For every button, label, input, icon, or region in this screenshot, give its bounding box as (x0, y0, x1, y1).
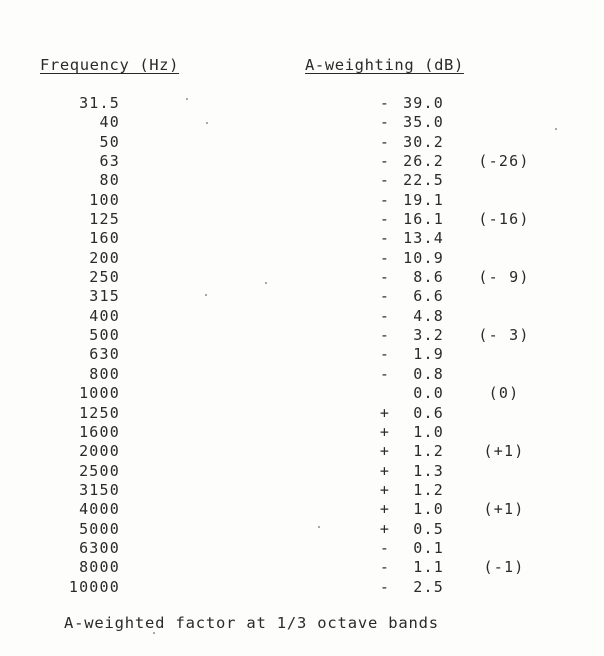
frequency-cell: 400 (89, 306, 120, 325)
sign-cell: - (379, 577, 391, 596)
frequency-cell: 50 (99, 132, 120, 151)
a-weighting-cell: 19.1 (403, 190, 444, 209)
table-row (0, 404, 604, 423)
frequency-cell: 315 (89, 287, 120, 306)
table-row (0, 520, 604, 539)
frequency-cell: 63 (99, 152, 120, 171)
frequency-cell: 250 (89, 268, 120, 287)
a-weighting-cell: 4.8 (413, 306, 444, 325)
scan-speck (153, 632, 155, 634)
table-row (0, 152, 604, 171)
sign-cell: - (379, 287, 391, 306)
weighting-table (0, 94, 604, 597)
scan-speck (186, 98, 188, 100)
sign-cell: - (379, 132, 391, 151)
a-weighting-cell: 0.5 (413, 519, 444, 538)
rounded-note-cell: (-16) (478, 210, 530, 229)
frequency-cell: 2000 (79, 442, 120, 461)
table-row (0, 578, 604, 597)
sign-cell: - (379, 558, 391, 577)
a-weighting-cell: 2.5 (413, 577, 444, 596)
scan-speck (555, 128, 557, 130)
a-weighting-cell: 3.2 (413, 326, 444, 345)
table-row (0, 249, 604, 268)
rounded-note-cell: (- 3) (478, 326, 530, 345)
a-weighting-cell: 10.9 (403, 248, 444, 267)
frequency-cell: 100 (89, 190, 120, 209)
a-weighting-cell: 1.0 (413, 500, 444, 519)
table-row (0, 113, 604, 132)
frequency-cell: 200 (89, 248, 120, 267)
frequency-column-header: Frequency (Hz) (40, 56, 180, 74)
a-weighting-cell: 16.1 (403, 210, 444, 229)
a-weighting-cell: 6.6 (413, 287, 444, 306)
frequency-cell: 125 (89, 210, 120, 229)
sign-cell: - (379, 268, 391, 287)
table-row (0, 171, 604, 190)
table-row (0, 384, 604, 403)
scan-speck (265, 282, 267, 284)
a-weighting-cell: 1.2 (413, 442, 444, 461)
a-weighting-cell: 1.1 (413, 558, 444, 577)
a-weighting-cell: 1.3 (413, 461, 444, 480)
a-weighting-cell: 0.8 (413, 364, 444, 383)
sign-cell: + (379, 500, 391, 519)
a-weighting-cell: 1.2 (413, 480, 444, 499)
frequency-cell: 5000 (79, 519, 120, 538)
table-row (0, 481, 604, 500)
a-weighting-cell: 30.2 (403, 132, 444, 151)
a-weighting-cell: 1.0 (413, 422, 444, 441)
frequency-cell: 6300 (79, 538, 120, 557)
a-weighting-cell: 0.1 (413, 538, 444, 557)
rounded-note-cell: (-26) (478, 152, 530, 171)
rounded-note-cell: (0) (488, 384, 520, 403)
a-weighting-cell: 8.6 (413, 268, 444, 287)
frequency-cell: 40 (99, 113, 120, 132)
table-row (0, 539, 604, 558)
sign-cell: - (379, 364, 391, 383)
sign-cell: - (379, 94, 391, 112)
sign-cell: - (379, 190, 391, 209)
a-weighting-column-header: A-weighting (dB) (305, 56, 464, 74)
table-row (0, 462, 604, 481)
table-row (0, 268, 604, 287)
frequency-cell: 4000 (79, 500, 120, 519)
sign-cell: - (379, 345, 391, 364)
sign-cell: + (379, 403, 391, 422)
a-weighting-cell: 1.9 (413, 345, 444, 364)
scan-speck (205, 294, 207, 296)
frequency-cell: 1000 (79, 384, 120, 403)
frequency-cell: 500 (89, 326, 120, 345)
table-row (0, 365, 604, 384)
rounded-note-cell: (+1) (483, 442, 525, 461)
frequency-cell: 800 (89, 364, 120, 383)
frequency-cell: 8000 (79, 558, 120, 577)
scan-speck (206, 122, 208, 124)
frequency-cell: 3150 (79, 480, 120, 499)
table-row (0, 133, 604, 152)
sign-cell: - (379, 210, 391, 229)
sign-cell: - (379, 113, 391, 132)
frequency-cell: 1250 (79, 403, 120, 422)
rounded-note-cell: (+1) (483, 500, 525, 519)
frequency-cell: 80 (99, 171, 120, 190)
frequency-cell: 160 (89, 229, 120, 248)
table-row (0, 326, 604, 345)
sign-cell: + (379, 519, 391, 538)
table-caption: A-weighted factor at 1/3 octave bands (64, 614, 439, 632)
table-row (0, 191, 604, 210)
frequency-cell: 10000 (68, 577, 120, 596)
sign-cell: - (379, 229, 391, 248)
frequency-cell: 1600 (79, 422, 120, 441)
table-row (0, 94, 604, 113)
sign-cell: + (379, 461, 391, 480)
rounded-note-cell: (-1) (483, 558, 525, 577)
a-weighting-cell: 22.5 (403, 171, 444, 190)
sign-cell: + (379, 422, 391, 441)
table-row (0, 229, 604, 248)
a-weighting-cell: 26.2 (403, 152, 444, 171)
a-weighting-cell: 13.4 (403, 229, 444, 248)
sign-cell: - (379, 538, 391, 557)
table-row (0, 558, 604, 577)
sign-cell: - (379, 152, 391, 171)
a-weighting-cell: 0.6 (413, 403, 444, 422)
table-row (0, 345, 604, 364)
frequency-cell: 2500 (79, 461, 120, 480)
sign-cell: + (379, 480, 391, 499)
table-row (0, 423, 604, 442)
table-row (0, 210, 604, 229)
sign-cell: + (379, 442, 391, 461)
table-row (0, 307, 604, 326)
sign-cell: - (379, 248, 391, 267)
a-weighting-cell: 39.0 (403, 94, 444, 112)
sign-cell: - (379, 306, 391, 325)
rounded-note-cell: (- 9) (478, 268, 530, 287)
frequency-cell: 630 (89, 345, 120, 364)
a-weighting-cell: 35.0 (403, 113, 444, 132)
table-row (0, 500, 604, 519)
scan-speck (318, 526, 320, 528)
sign-cell: - (379, 326, 391, 345)
frequency-cell: 31.5 (79, 94, 120, 112)
sign-cell: - (379, 171, 391, 190)
table-row (0, 287, 604, 306)
a-weighting-cell: 0.0 (413, 384, 444, 403)
table-row (0, 442, 604, 461)
